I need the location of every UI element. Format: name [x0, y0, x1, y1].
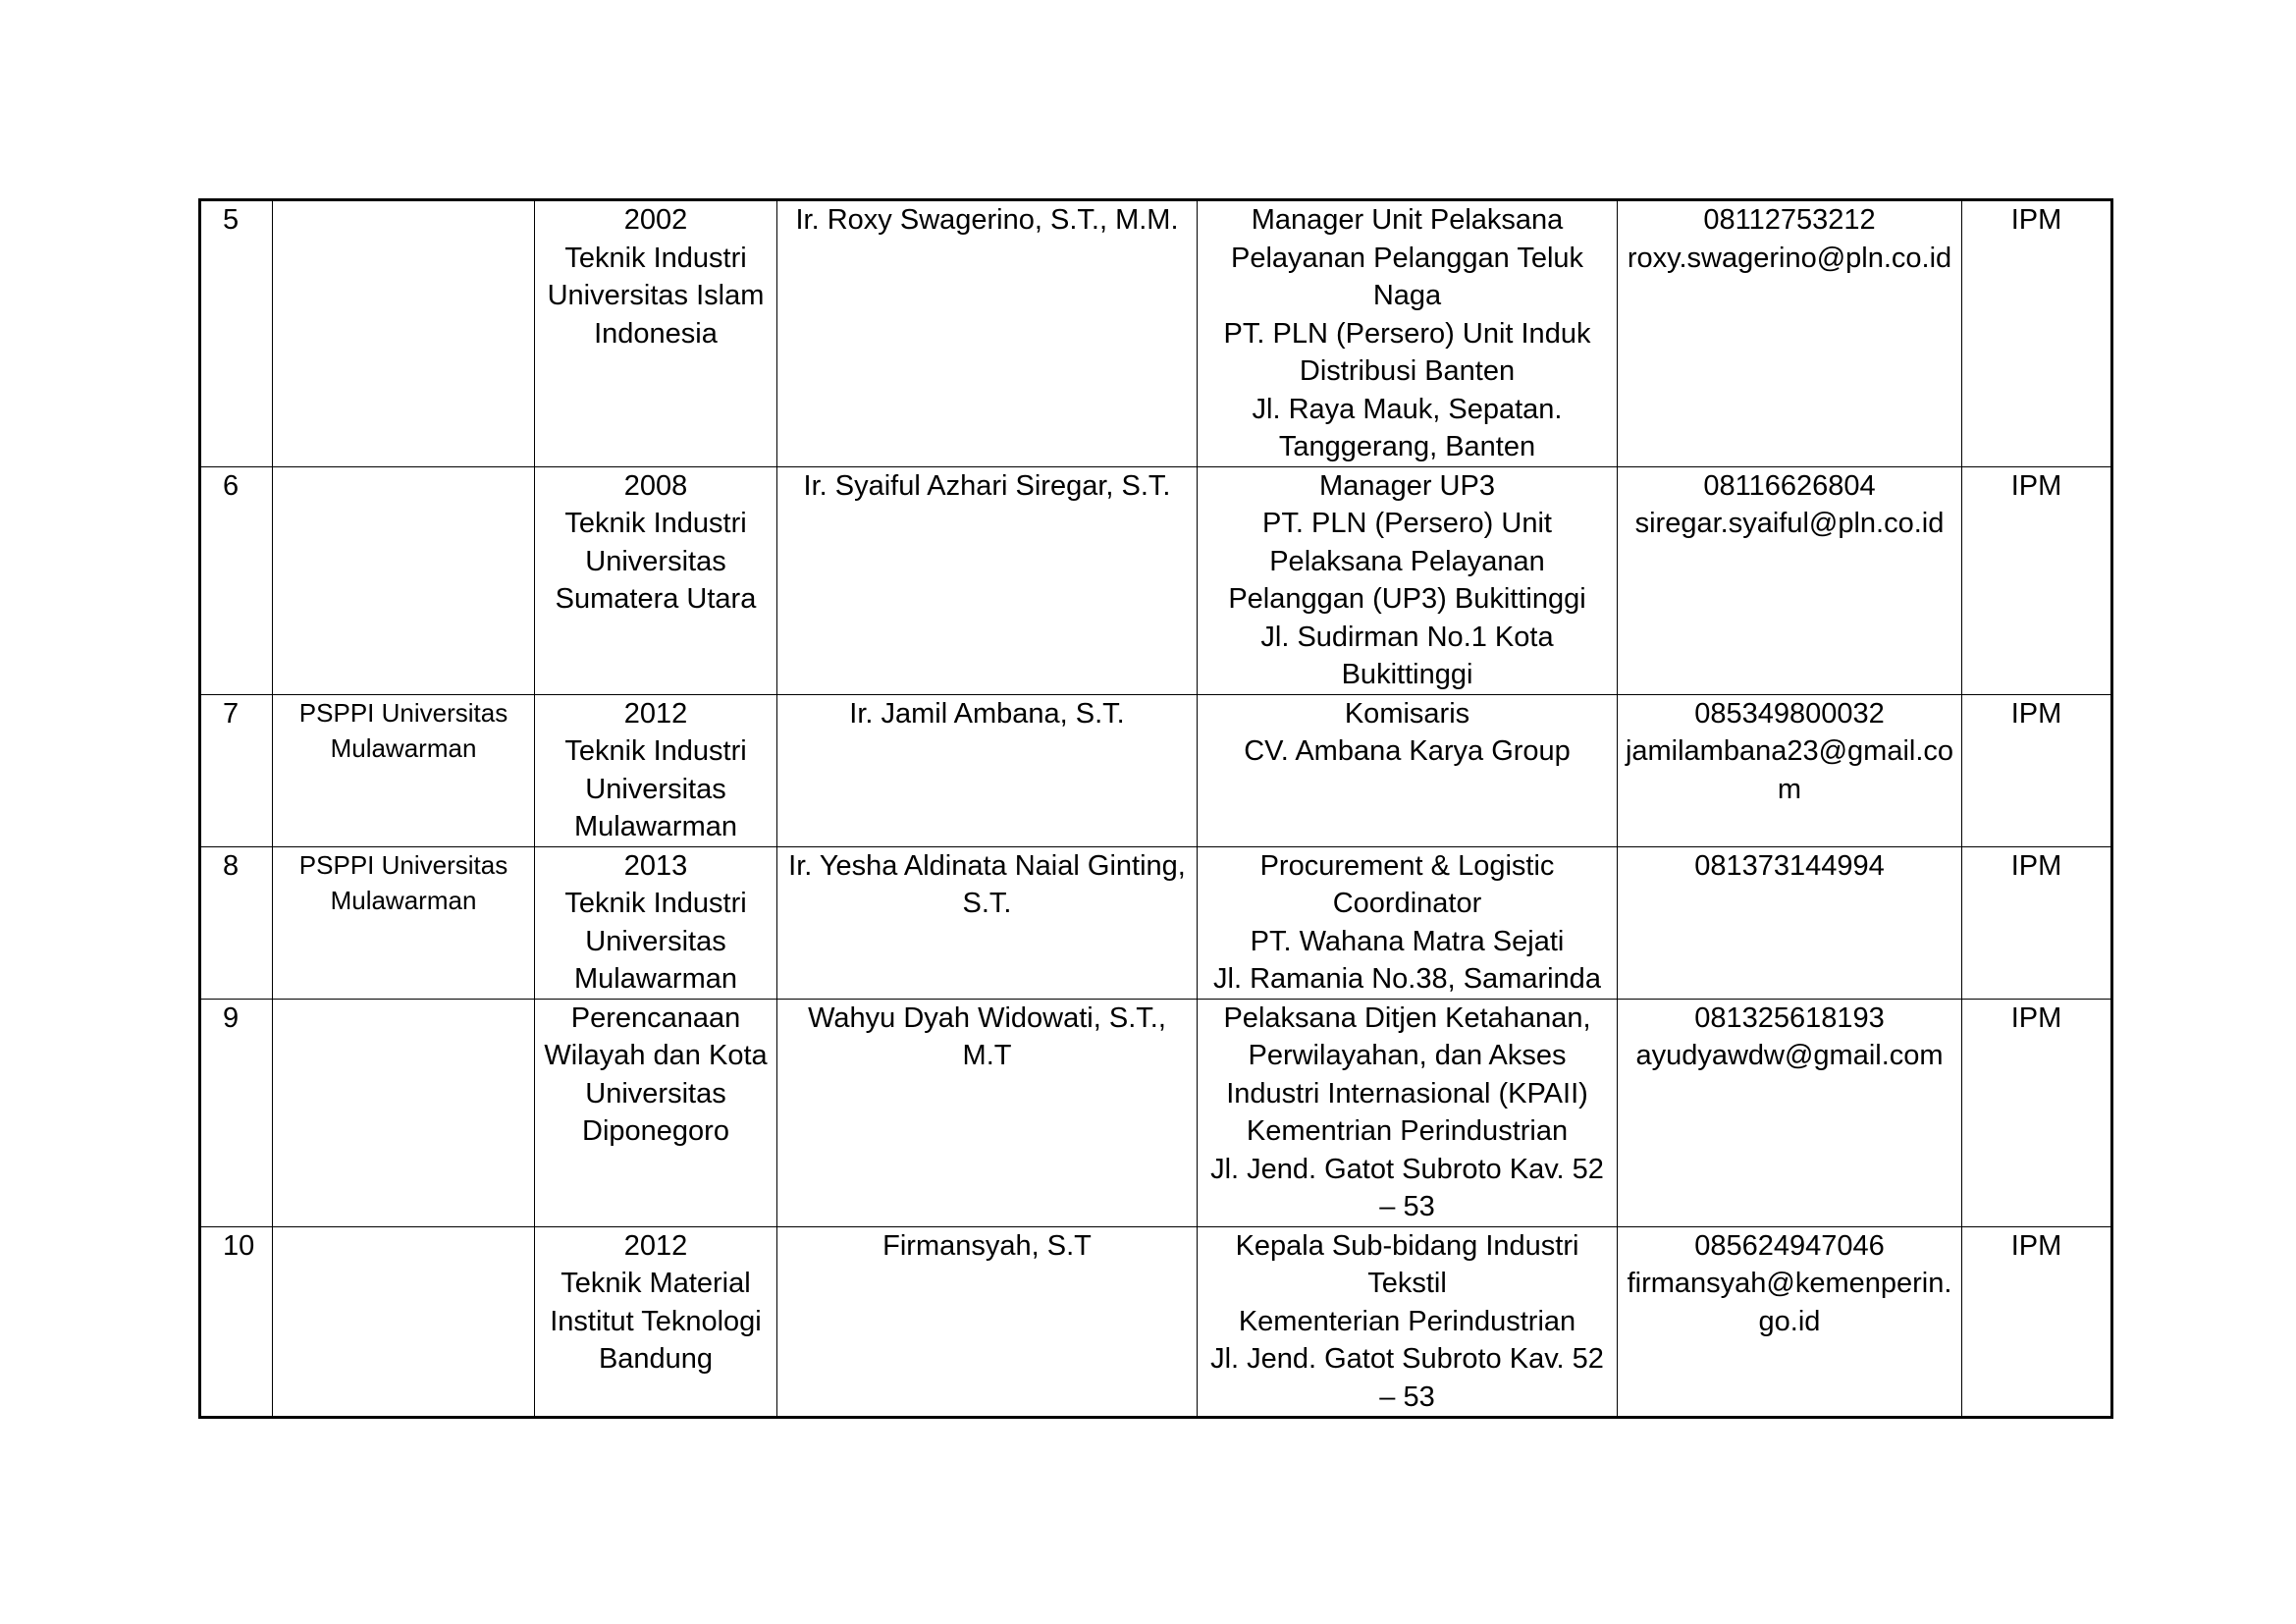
- position-cell: [1198, 846, 1618, 999]
- position-line: CV. Ambana Karya Group: [1244, 735, 1571, 767]
- table-row: [200, 1226, 2112, 1418]
- table-row: [200, 846, 2112, 999]
- table-row: [200, 200, 2112, 467]
- position-line: Pelayanan Pelanggan Teluk: [1230, 242, 1584, 274]
- phone-number: 085624947046: [1694, 1229, 1885, 1262]
- name-line: Ir. Jamil Ambana, S.T.: [849, 697, 1125, 730]
- name-line: Wahyu Dyah Widowati, S.T.,: [808, 1001, 1166, 1034]
- education-line: Teknik Industri: [564, 888, 747, 919]
- contact-cell: [1618, 1226, 1962, 1418]
- education-line: Universitas: [585, 1077, 726, 1110]
- name-cell: [777, 694, 1198, 846]
- email-address: jamilambana23@gmail.co: [1625, 735, 1954, 767]
- row-number: 9: [200, 999, 273, 1226]
- program-cell: [273, 466, 535, 694]
- table-row: [200, 466, 2112, 694]
- name-line: S.T.: [962, 888, 1012, 919]
- position-line: Industri Internasional (KPAII): [1226, 1077, 1588, 1110]
- program-cell: [273, 999, 535, 1226]
- program-cell: [273, 200, 535, 467]
- phone-number: 08116626804: [1703, 469, 1876, 502]
- education-line: Universitas Islam: [547, 280, 765, 311]
- name-line: M.T: [962, 1040, 1012, 1071]
- email-address: roxy.swagerino@pln.co.id: [1627, 242, 1952, 274]
- position-cell: [1198, 999, 1618, 1226]
- education-line: Mulawarman: [574, 811, 737, 842]
- program-cell: [273, 1226, 535, 1418]
- position-line: Komisaris: [1344, 697, 1470, 730]
- education-line: Perencanaan: [570, 1001, 741, 1034]
- program-line: Mulawarman: [330, 885, 477, 915]
- position-line: PT. Wahana Matra Sejati: [1250, 925, 1565, 957]
- education-line: Teknik Industri: [564, 508, 747, 539]
- education-line: Universitas: [585, 545, 726, 577]
- education-line: 2013: [623, 849, 688, 882]
- position-cell: [1198, 1226, 1618, 1418]
- row-number: 7: [200, 694, 273, 846]
- phone-number: 081325618193: [1694, 1001, 1885, 1034]
- position-line: PT. PLN (Persero) Unit: [1262, 508, 1552, 539]
- position-line: Pelaksana Ditjen Ketahanan,: [1223, 1001, 1591, 1034]
- education-line: Diponegoro: [582, 1115, 729, 1147]
- education-cell: [535, 846, 777, 999]
- table-row: [200, 999, 2112, 1226]
- education-line: 2008: [623, 469, 688, 502]
- education-line: Universitas: [585, 773, 726, 805]
- row-number: 5: [200, 200, 273, 467]
- position-line: Distribusi Banten: [1299, 355, 1516, 387]
- position-line: Tekstil: [1367, 1268, 1447, 1299]
- education-line: Wilayah dan Kota: [544, 1040, 768, 1071]
- category-cell: IPM: [1962, 846, 2112, 999]
- member-table: [198, 198, 2113, 1419]
- row-number: 10: [200, 1226, 273, 1418]
- education-cell: [535, 466, 777, 694]
- program-cell: [273, 694, 535, 846]
- position-line: – 53: [1379, 1191, 1435, 1222]
- education-line: Sumatera Utara: [555, 583, 757, 615]
- education-line: 2012: [623, 697, 688, 730]
- contact-cell: [1618, 999, 1962, 1226]
- category-cell: IPM: [1962, 200, 2112, 467]
- education-line: Teknik Industri: [564, 242, 747, 274]
- name-line: Firmansyah, S.T: [882, 1229, 1092, 1262]
- position-line: Coordinator: [1332, 888, 1482, 919]
- category-cell: IPM: [1962, 694, 2112, 846]
- education-line: Teknik Material: [561, 1268, 751, 1299]
- name-line: Ir. Roxy Swagerino, S.T., M.M.: [795, 204, 1179, 236]
- row-number: 6: [200, 466, 273, 694]
- program-line: PSPPI Universitas: [298, 697, 508, 728]
- email-address: siregar.syaiful@pln.co.id: [1634, 508, 1945, 539]
- position-line: Bukittinggi: [1341, 659, 1473, 690]
- email-address-continued: m: [1777, 773, 1802, 805]
- position-line: Kepala Sub-bidang Industri: [1235, 1229, 1579, 1262]
- education-line: 2002: [623, 204, 688, 236]
- position-line: Procurement & Logistic: [1259, 849, 1555, 882]
- education-line: Universitas: [585, 925, 726, 957]
- category-cell: IPM: [1962, 466, 2112, 694]
- contact-cell: [1618, 846, 1962, 999]
- education-line: 2012: [623, 1229, 688, 1262]
- education-line: Bandung: [598, 1343, 714, 1375]
- table-row: [200, 694, 2112, 846]
- position-line: – 53: [1379, 1380, 1435, 1413]
- position-cell: [1198, 200, 1618, 467]
- position-line: Manager UP3: [1319, 469, 1495, 502]
- position-line: Jl. Jend. Gatot Subroto Kav. 52: [1210, 1153, 1604, 1185]
- contact-cell: [1618, 200, 1962, 467]
- position-cell: [1198, 694, 1618, 846]
- name-line: Ir. Syaiful Azhari Siregar, S.T.: [803, 469, 1171, 502]
- program-cell: [273, 846, 535, 999]
- education-line: Institut Teknologi: [550, 1305, 762, 1337]
- position-line: Jl. Jend. Gatot Subroto Kav. 52: [1210, 1343, 1604, 1375]
- position-cell: [1198, 466, 1618, 694]
- email-address: firmansyah@kemenperin.: [1627, 1268, 1952, 1299]
- email-address-continued: go.id: [1758, 1305, 1821, 1337]
- education-line: Indonesia: [594, 317, 718, 350]
- position-line: Naga: [1372, 280, 1442, 311]
- education-line: Teknik Industri: [564, 735, 747, 767]
- position-line: Jl. Sudirman No.1 Kota: [1260, 621, 1554, 653]
- name-cell: [777, 846, 1198, 999]
- contact-cell: [1618, 694, 1962, 846]
- position-line: Jl. Ramania No.38, Samarinda: [1213, 963, 1601, 995]
- email-address: ayudyawdw@gmail.com: [1635, 1040, 1944, 1071]
- position-line: Tanggerang, Banten: [1278, 431, 1536, 462]
- education-cell: [535, 999, 777, 1226]
- program-line: Mulawarman: [330, 732, 477, 763]
- name-line: Ir. Yesha Aldinata Naial Ginting,: [788, 849, 1186, 882]
- position-line: Kementrian Perindustrian: [1246, 1115, 1569, 1147]
- education-line: Mulawarman: [574, 963, 737, 995]
- program-line: PSPPI Universitas: [298, 849, 508, 880]
- position-line: Perwilayahan, dan Akses: [1248, 1040, 1567, 1071]
- position-line: Manager Unit Pelaksana: [1251, 204, 1564, 236]
- position-line: Pelanggan (UP3) Bukittinggi: [1228, 583, 1586, 615]
- position-line: Pelaksana Pelayanan: [1269, 545, 1545, 577]
- position-line: PT. PLN (Persero) Unit Induk: [1223, 317, 1591, 350]
- education-cell: [535, 200, 777, 467]
- row-number: 8: [200, 846, 273, 999]
- education-cell: [535, 694, 777, 846]
- name-cell: [777, 466, 1198, 694]
- category-cell: IPM: [1962, 999, 2112, 1226]
- name-cell: [777, 200, 1198, 467]
- phone-number: 085349800032: [1694, 697, 1885, 730]
- position-line: Kementerian Perindustrian: [1238, 1305, 1576, 1337]
- name-cell: [777, 1226, 1198, 1418]
- name-cell: [777, 999, 1198, 1226]
- position-line: Jl. Raya Mauk, Sepatan.: [1252, 393, 1563, 425]
- phone-number: 08112753212: [1703, 204, 1876, 236]
- education-cell: [535, 1226, 777, 1418]
- contact-cell: [1618, 466, 1962, 694]
- phone-number: 081373144994: [1694, 849, 1885, 882]
- category-cell: IPM: [1962, 1226, 2112, 1418]
